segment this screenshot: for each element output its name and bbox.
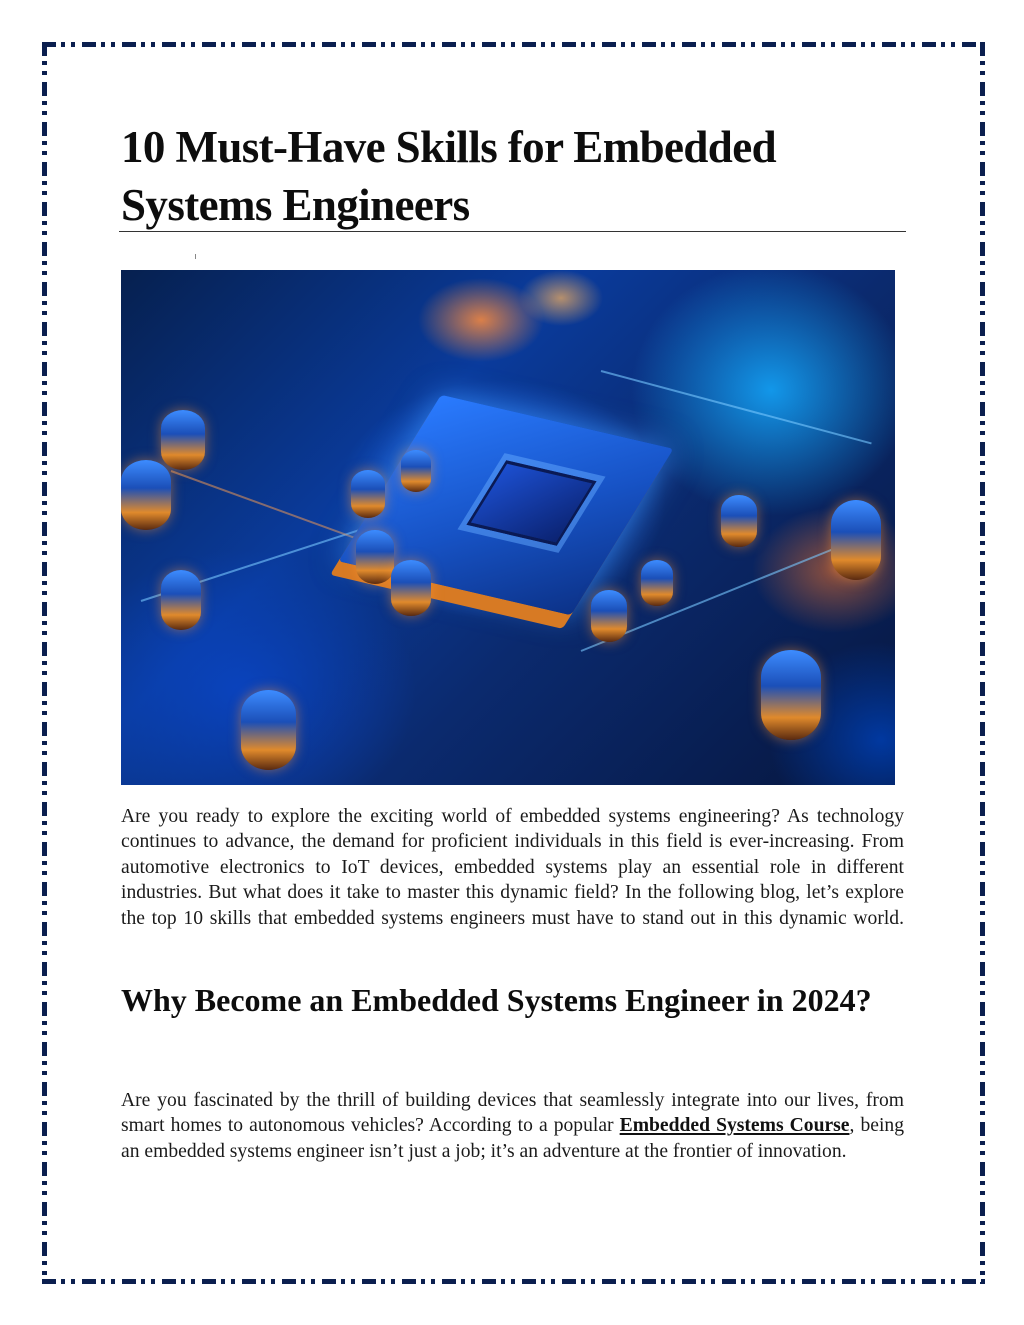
embedded-systems-course-link[interactable]: Embedded Systems Course [619,1115,850,1137]
document-title: 10 Must-Have Skills for Embedded Systems Engineers [121,122,777,230]
section-paragraph-text-before: Are you fascinated by the thrill of building devices that seamlessly integrate into our lives, from smart homes to autonomous vehicles? According to a popular [121,1090,904,1137]
title-underline-divider [119,231,906,232]
page-border-right [980,42,985,1284]
section-paragraph-text-after: , being an embedded systems engineer isn’t just a job; it’s an adventure at the frontier of innovation. [121,1115,904,1162]
section-heading: Why Become an Embedded Systems Engineer in 2024? [121,982,872,1018]
page-border-top [42,42,988,47]
page-border-left [42,42,47,1284]
circuit-board-image [121,270,895,785]
intro-paragraph: Are you ready to explore the exciting world of embedded systems engineering? As technology continues to advance, the demand for proficient individuals in this field is ever-increasing. From automotive electronics to IoT devices, embedded systems play an essential role in different industries. But what does it take to master this dynamic field? In the following blog, let’s explore the top 10 skills that embedded systems engineers must have to stand out in this dynamic world. [121,806,904,929]
page-border-bottom [42,1279,988,1284]
section-paragraph [121,1088,904,1164]
tick-mark [195,254,196,259]
